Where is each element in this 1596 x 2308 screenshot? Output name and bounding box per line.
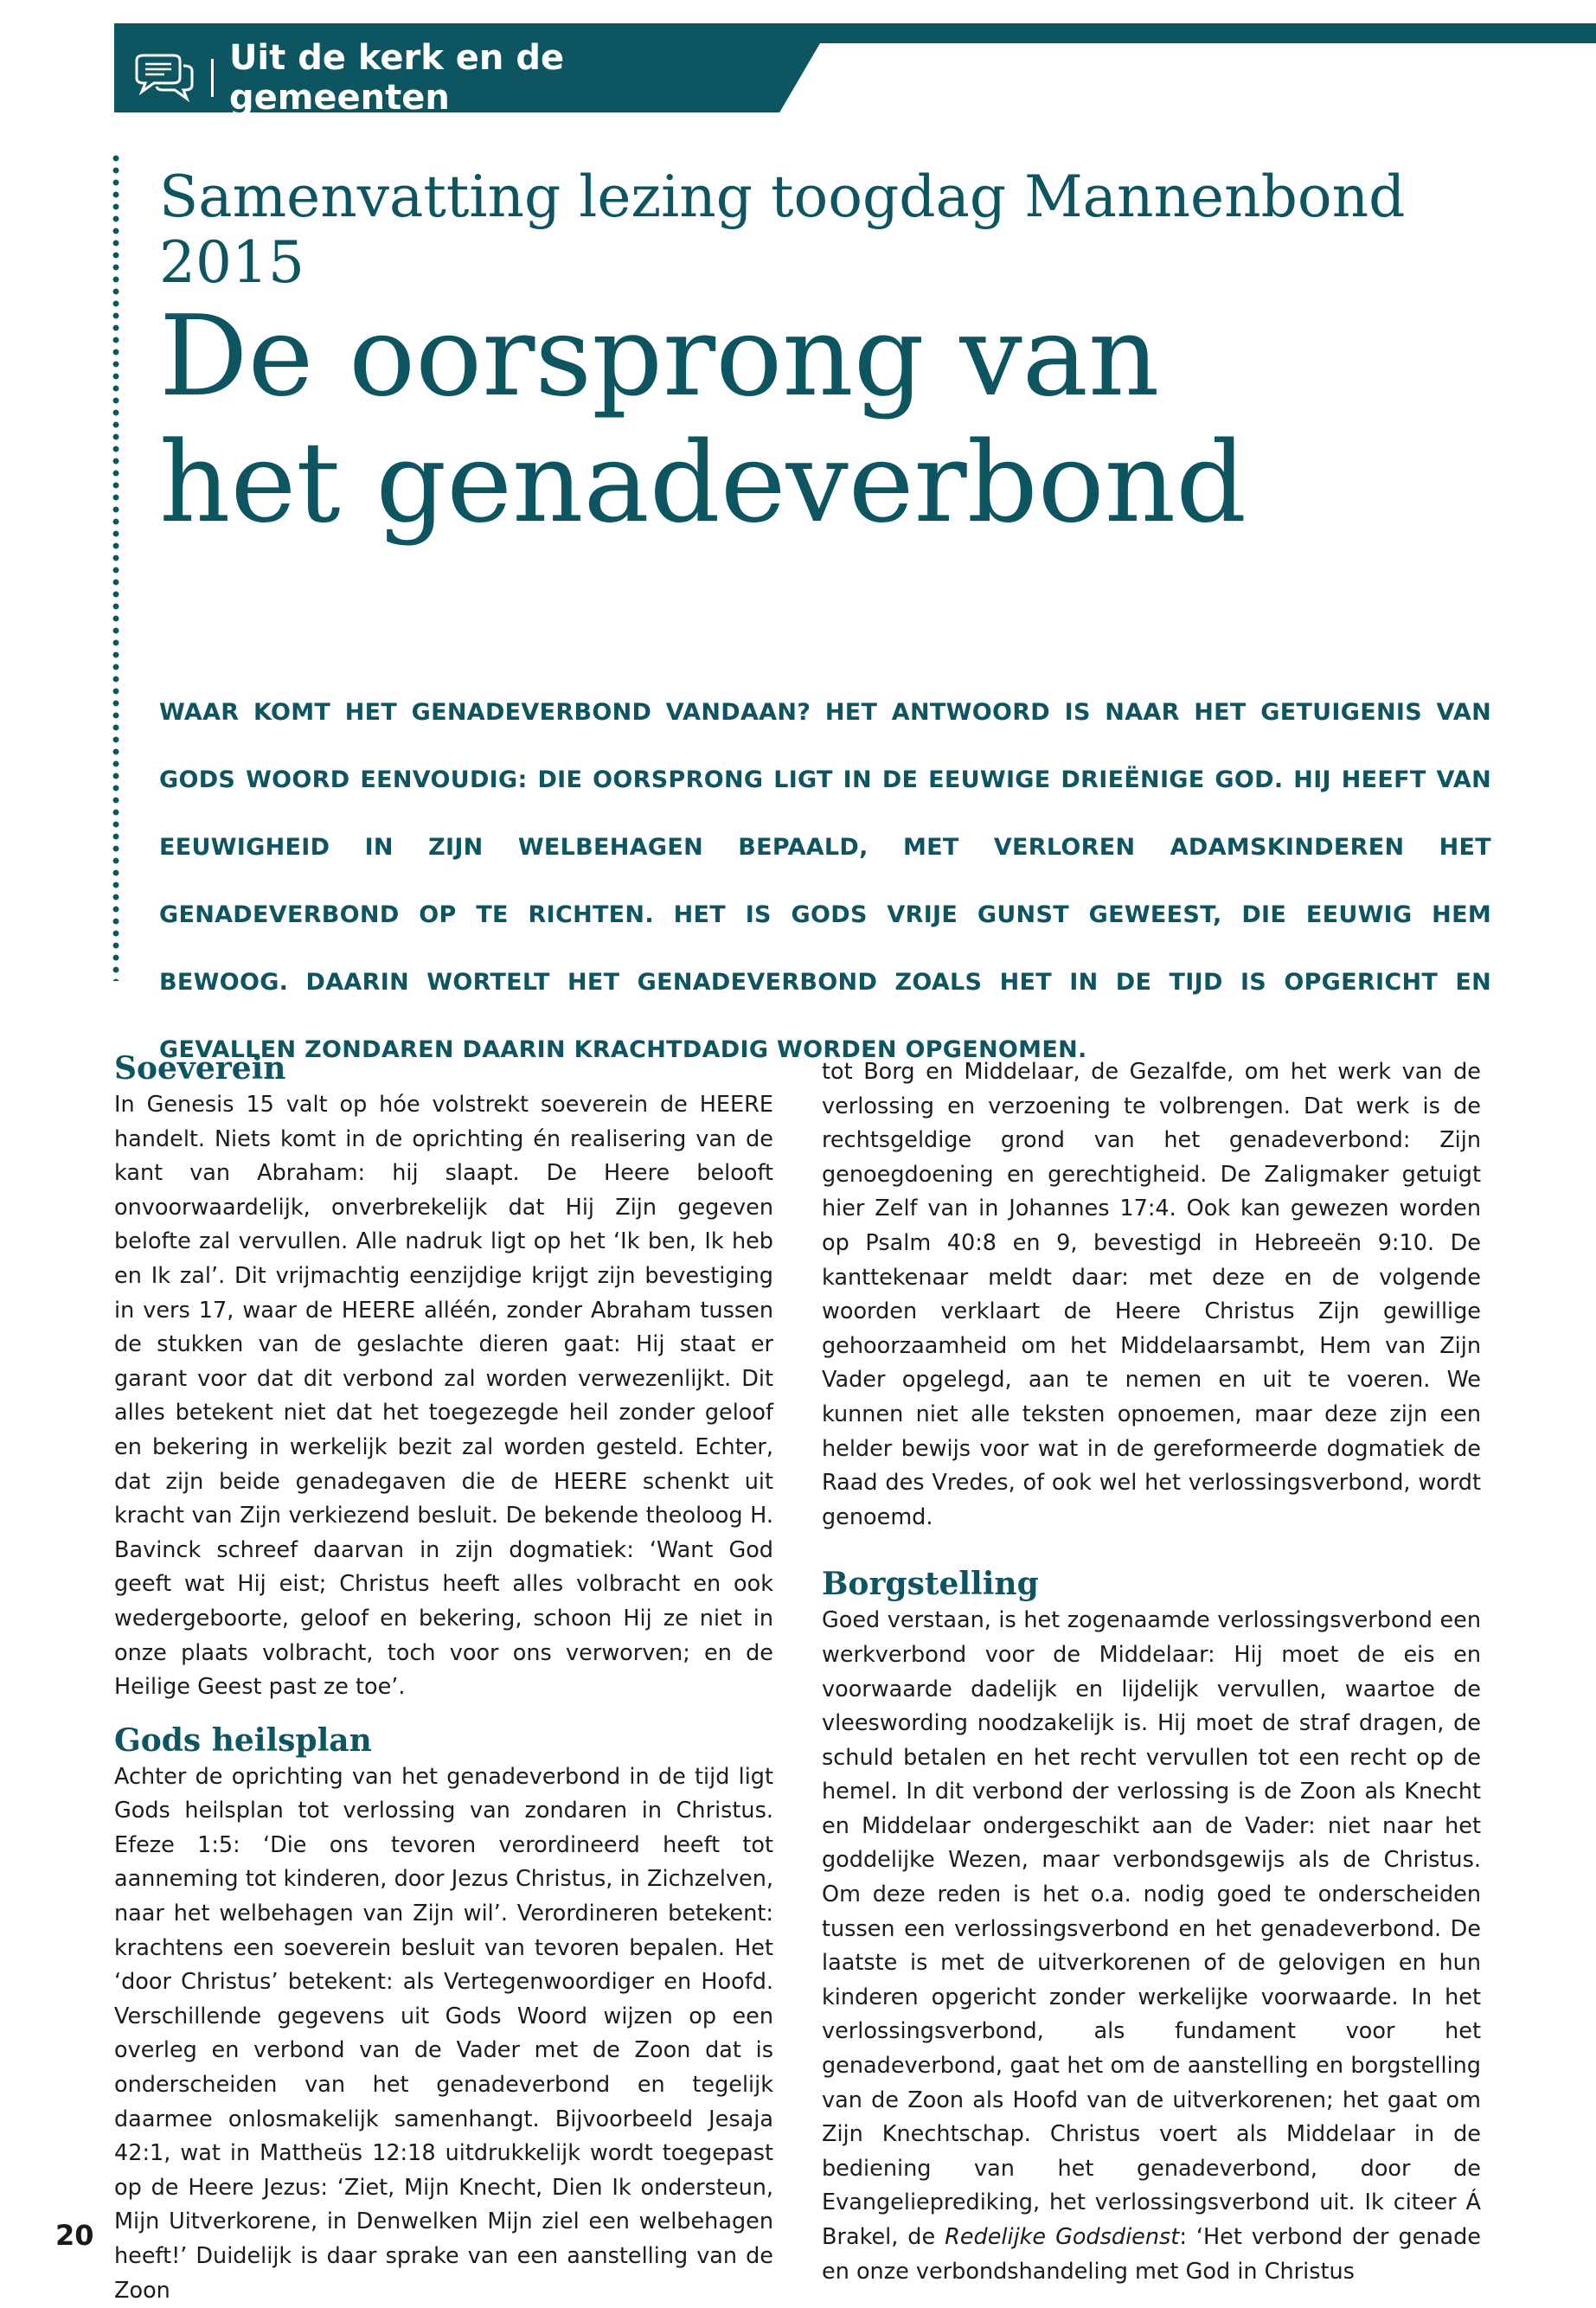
page-number: 20: [55, 2219, 94, 2252]
section-heading-soeverein: Soeverein: [114, 1050, 286, 1087]
article-title-line-1: De oorsprong van: [159, 292, 1160, 421]
section-body-gods-heilsplan: Achter de oprichting van het genadeverbond in de tijd ligt Gods heilsplan tot verlossing van zondaren in Christus. Efeze 1:5: ‘Die ons tevoren verordineerd heeft tot aanneming tot kinderen, door Jezus Christus, in Zichzelven, naar het welbehagen van Zijn wil’. Verordineren betekent: krachtens een soeverein besluit van tevoren bepalen. Het ‘door Christus’ betekent: als Vertegenwoordiger en Hoofd. Verschillende gegevens uit Gods Woord wijzen op een overleg en verbond van de Vader met de Zoon dat is onderscheiden van het genadeverbond en tegelijk daarmee onlosmakelijk samenhangt. Bijvoorbeeld Jesaja 42:1, wat in Mattheüs 12:18 uitdrukkelijk wordt toegepast op de Heere Jezus: ‘Ziet, Mijn Knecht, Dien Ik ondersteun, Mijn Uitverkorene, in Denwelken Mijn ziel een welbehagen heeft!’ Duidelijk is daar sprake van een aanstelling van de Zoon: [114, 1763, 773, 2304]
section-heading-gods-heilsplan: Gods heilsplan: [114, 1721, 372, 1759]
article-title: [159, 294, 1543, 547]
header-band-cutout: [779, 43, 1596, 114]
section-body-soeverein: In Genesis 15 valt op hóe volstrekt soeverein de HEERE handelt. Niets komt in de oprichting én realisering van de kant van Abraham: hij slaapt. De Heere belooft onvoorwaardelijk, onverbrekelijk dat Hij Zijn gegeven belofte zal vervullen. Alle nadruk ligt op het ‘Ik ben, Ik heb en Ik zal’. Dit vrijmachtig eenzijdige krijgt zijn bevestiging in vers 17, waar de HEERE alléén, zonder Abraham tussen de stukken van de geslachte dieren gaat: Hij staat er garant voor dat dit verbond zal worden verwezenlijkt. Dit alles betekent niet dat het toegezegde heil zonder geloof en bekering in werkelijk bezit zal worden gesteld. Echter, dat zijn beide genadegaven die de HEERE schenkt uit kracht van Zijn verkiezend besluit. De bekende theoloog H. Bavinck schreef daarvan in zijn dogmatiek: ‘Want God geeft wat Hij eist; Christus heeft alles volbracht en ook wedergeboorte, geloof en bekering, schoon Hij ze niet in onze plaats volbracht, toch voor ons verworven; en de Heilige Geest past ze toe’.: [114, 1092, 773, 1701]
section-label: Uit de kerk en de gemeenten: [228, 38, 565, 118]
dotted-rule: [112, 152, 119, 981]
section-heading-borgstelling: Borgstelling: [822, 1566, 1039, 1603]
header-separator: [211, 59, 214, 97]
article-intro: WAAR KOMT HET GENADEVERBOND VANDAAN? HET ANTWOORD IS NAAR HET GETUIGENIS VAN GODS WOORD EENVOUDIG: DIE OORSPRONG LIGT IN DE EEUWIGE DRIEËNIGE GOD. HIJ HEEFT VAN EEUWIGHEID IN ZIJN WELBEHAGEN BEPAALD, MET VERLOREN ADAMSKINDEREN HET GENADEVERBOND OP TE RICHTEN. HET IS GODS VRIJE GUNST GEWEEST, DIE EEUWIG HEM BEWOOG. DAARIN WORTELT HET GENADEVERBOND ZOALS HET IN DE TIJD IS OPGERICHT EN GEVALLEN ZONDAREN DAARIN KRACHTDADIG WORDEN OPGENOMEN.: [159, 699, 1491, 1063]
section-header: [130, 38, 787, 118]
article-title-line-2: het genadeverbond: [159, 418, 1247, 548]
continued-paragraph: tot Borg en Middelaar, de Gezalfde, om het werk van de verlossing en verzoening te volbrengen. Dat werk is de rechtsgeldige grond van het genadeverbond: Zijn genoegdoening en gerechtigheid. De Zaligmaker getuigt hier Zelf van in Johannes 17:4. Ook kan gewezen worden op Psalm 40:8 en 9, bevestigd in Hebreeën 9:10. De kanttekenaar meldt daar: met deze en de volgende woorden verklaart de Heere Christus Zijn gewillige gehoorzaamheid om het Middelaarsambt, Hem van Zijn Vader opgelegd, aan te nemen en uit te voeren. We kunnen niet alle teksten opnoemen, maar deze zijn een helder bewijs voor wat in de gereformeerde dogmatiek de Raad des Vredes, of ook wel het verlossingsverbond, wordt genoemd.: [822, 1059, 1481, 1530]
section-body-borgstelling: [822, 1604, 1481, 2289]
borgstelling-text-before: Goed verstaan, is het zogenaamde verlossingsverbond een werkverbond voor de Middelaar: Hij moet de eis en voorwaarde dadelijk en lijdelijk vervullen, waartoe de vleeswording noodzakelijk is. Hij moet de straf dragen, de schuld betalen en het recht vervullen tot een recht op de hemel. In dit verbond der verlossing is de Zoon als Knecht en Middelaar ondergeschikt aan de Vader: niet naar het goddelijke Wezen, maar verbondsgewijs als de Christus. Om deze reden is het o.a. nodig goed te onderscheiden tussen een verlossingsverbond en het genadeverbond. De laatste is met de uitverkorenen of de gelovigen en hun kinderen opgericht zonder werkelijke voorwaarde. In het verlossingsverbond, als fundament voor het genadeverbond, gaat het om de aanstelling en borgstelling van de Zoon als Hoofd van de uitverkorenen; het gaat om Zijn Knechtschap. Christus voert als Middelaar in de bediening van het genadeverbond, door de Evangelieprediking, het verlossingsverbond uit. Ik citeer Á Brakel, de: [822, 1607, 1481, 2250]
borgstelling-text-after: : ‘Het verbond der genade en onze verbondshandeling met God in Christus: [822, 2224, 1481, 2285]
text-column-right: [822, 1055, 1481, 2289]
text-column-left: [114, 1048, 773, 2308]
book-title: Redelijke Godsdienst: [945, 2224, 1180, 2250]
article-subtitle: Samenvatting lezing toogdag Mannenbond 2015: [159, 163, 1406, 296]
speech-bubbles-icon: [130, 52, 199, 104]
